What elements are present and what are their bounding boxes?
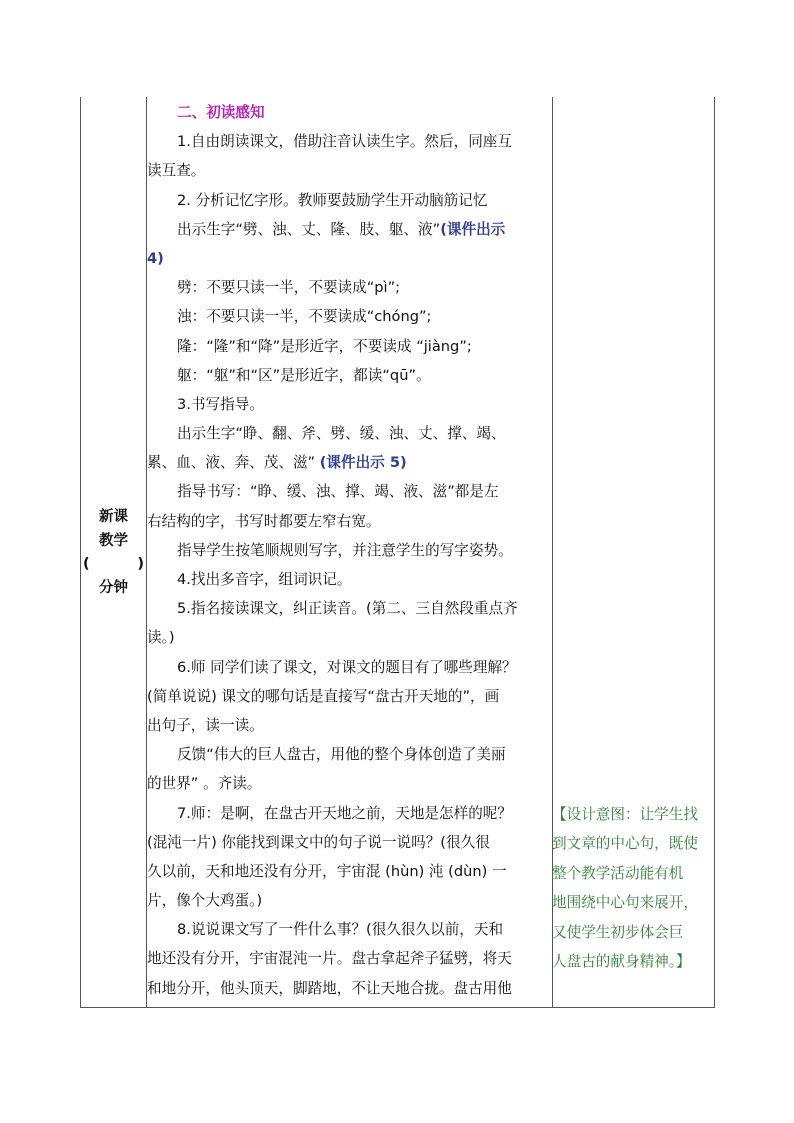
content-line: 劈：不要只读一半，不要读成“pì”;	[177, 279, 401, 297]
note-line: 整个教学活动能有机	[552, 864, 684, 882]
content-line: 5.指名接读课文，纠正读音。(第二、三自然段重点齐	[177, 600, 518, 618]
design-intent-note	[552, 800, 720, 976]
content-line	[147, 215, 552, 244]
content-line: 地还没有分开，宇宙混沌一片。盘古拿起斧子猛劈，将天	[147, 950, 512, 968]
section-label-line4: 分钟	[99, 579, 128, 596]
section-label-line1: 新课	[99, 509, 128, 525]
content-line: 隆：“隆”和“降”是形近字，不要读成 “jiàng”;	[177, 337, 472, 355]
section-label-line2: 教学	[99, 532, 128, 549]
content-line: 出句子，读一读。	[147, 716, 264, 734]
content-line: 8.说说课文写了一件什么事？(很久很久以前，天和	[177, 921, 504, 939]
content-line: 反馈“伟大的巨人盘古，用他的整个身体创造了美丽	[177, 746, 506, 764]
table-border-bottom	[80, 1007, 714, 1008]
note-line: 地围绕中心句来展开，	[552, 894, 698, 912]
content-line: (简单说说) 课文的哪句话是直接写“盘古开天地的”，画	[147, 687, 500, 705]
content-line: 读互查。	[147, 162, 206, 180]
content-line: 和地分开，他头顶天，脚踏地，不让天地合拢。盘古用他	[147, 979, 512, 997]
section-heading: 二、初读感知	[177, 104, 265, 121]
courseware-reference: (课件出示	[440, 220, 506, 238]
content-line: 指导书写：“睁、缓、浊、撑、竭、液、滋”都是左	[177, 483, 499, 501]
table-border-left	[80, 97, 81, 1008]
courseware-reference: 4)	[147, 249, 164, 267]
note-line: 【设计意图：让学生找	[552, 806, 698, 823]
content-line: 躯：“躯”和“区”是形近字，都读“qū”。	[177, 366, 431, 384]
content-line: 浊：不要只读一半，不要读成“chóng”;	[177, 308, 432, 326]
note-line: 到文章的中心句，既使	[552, 835, 698, 853]
paren-close: )	[137, 556, 144, 572]
section-label	[82, 506, 145, 600]
content-line: 右结构的字，书写时都要左窄右宽。	[147, 512, 381, 530]
content-line: 4.找出多音字，组词识记。	[177, 571, 352, 588]
content-text: 累、血、液、奔、茂、滋”	[147, 454, 316, 472]
content-line: 片，像个大鸡蛋。)	[147, 892, 263, 910]
content-line: 7.师：是啊，在盘古开天地之前，天地是怎样的呢？	[177, 804, 512, 822]
content-line: 读。)	[147, 629, 175, 647]
section-label-paren	[82, 553, 145, 577]
content-text: 出示生字“劈、浊、丈、隆、肢、躯、液”	[177, 220, 441, 238]
content-line: 指导学生按笔顺规则写字，并注意学生的写字姿势。	[177, 541, 513, 559]
content-line: 久以前，天和地还没有分开，宇宙混 (hùn) 沌 (dùn) 一	[147, 862, 507, 880]
note-line: 又使学生初步体会巨	[552, 923, 684, 941]
content-line	[147, 448, 552, 477]
content-line: 的世界” 。齐读。	[147, 775, 262, 793]
content-line: 3.书写指导。	[177, 395, 264, 413]
content-line: (混沌一片) 你能找到课文中的句子说一说吗？(很久很	[147, 833, 490, 851]
content-line: 出示生字“睁、翻、斧、劈、缓、浊、丈、撑、竭、	[177, 425, 506, 443]
content-line: 1.自由朗读课文，借助注音认读生字。然后，同座互	[177, 133, 512, 151]
teaching-content	[147, 98, 552, 1003]
courseware-reference: (课件出示 5)	[319, 454, 407, 472]
content-line: 2. 分析记忆字形。教师要鼓励学生开动脑筋记忆	[177, 191, 488, 209]
note-line: 人盘古的献身精神。】	[552, 952, 691, 970]
paren-open: (	[83, 556, 90, 572]
content-line: 6.师 同学们读了课文，对课文的题目有了哪些理解？	[177, 658, 517, 676]
